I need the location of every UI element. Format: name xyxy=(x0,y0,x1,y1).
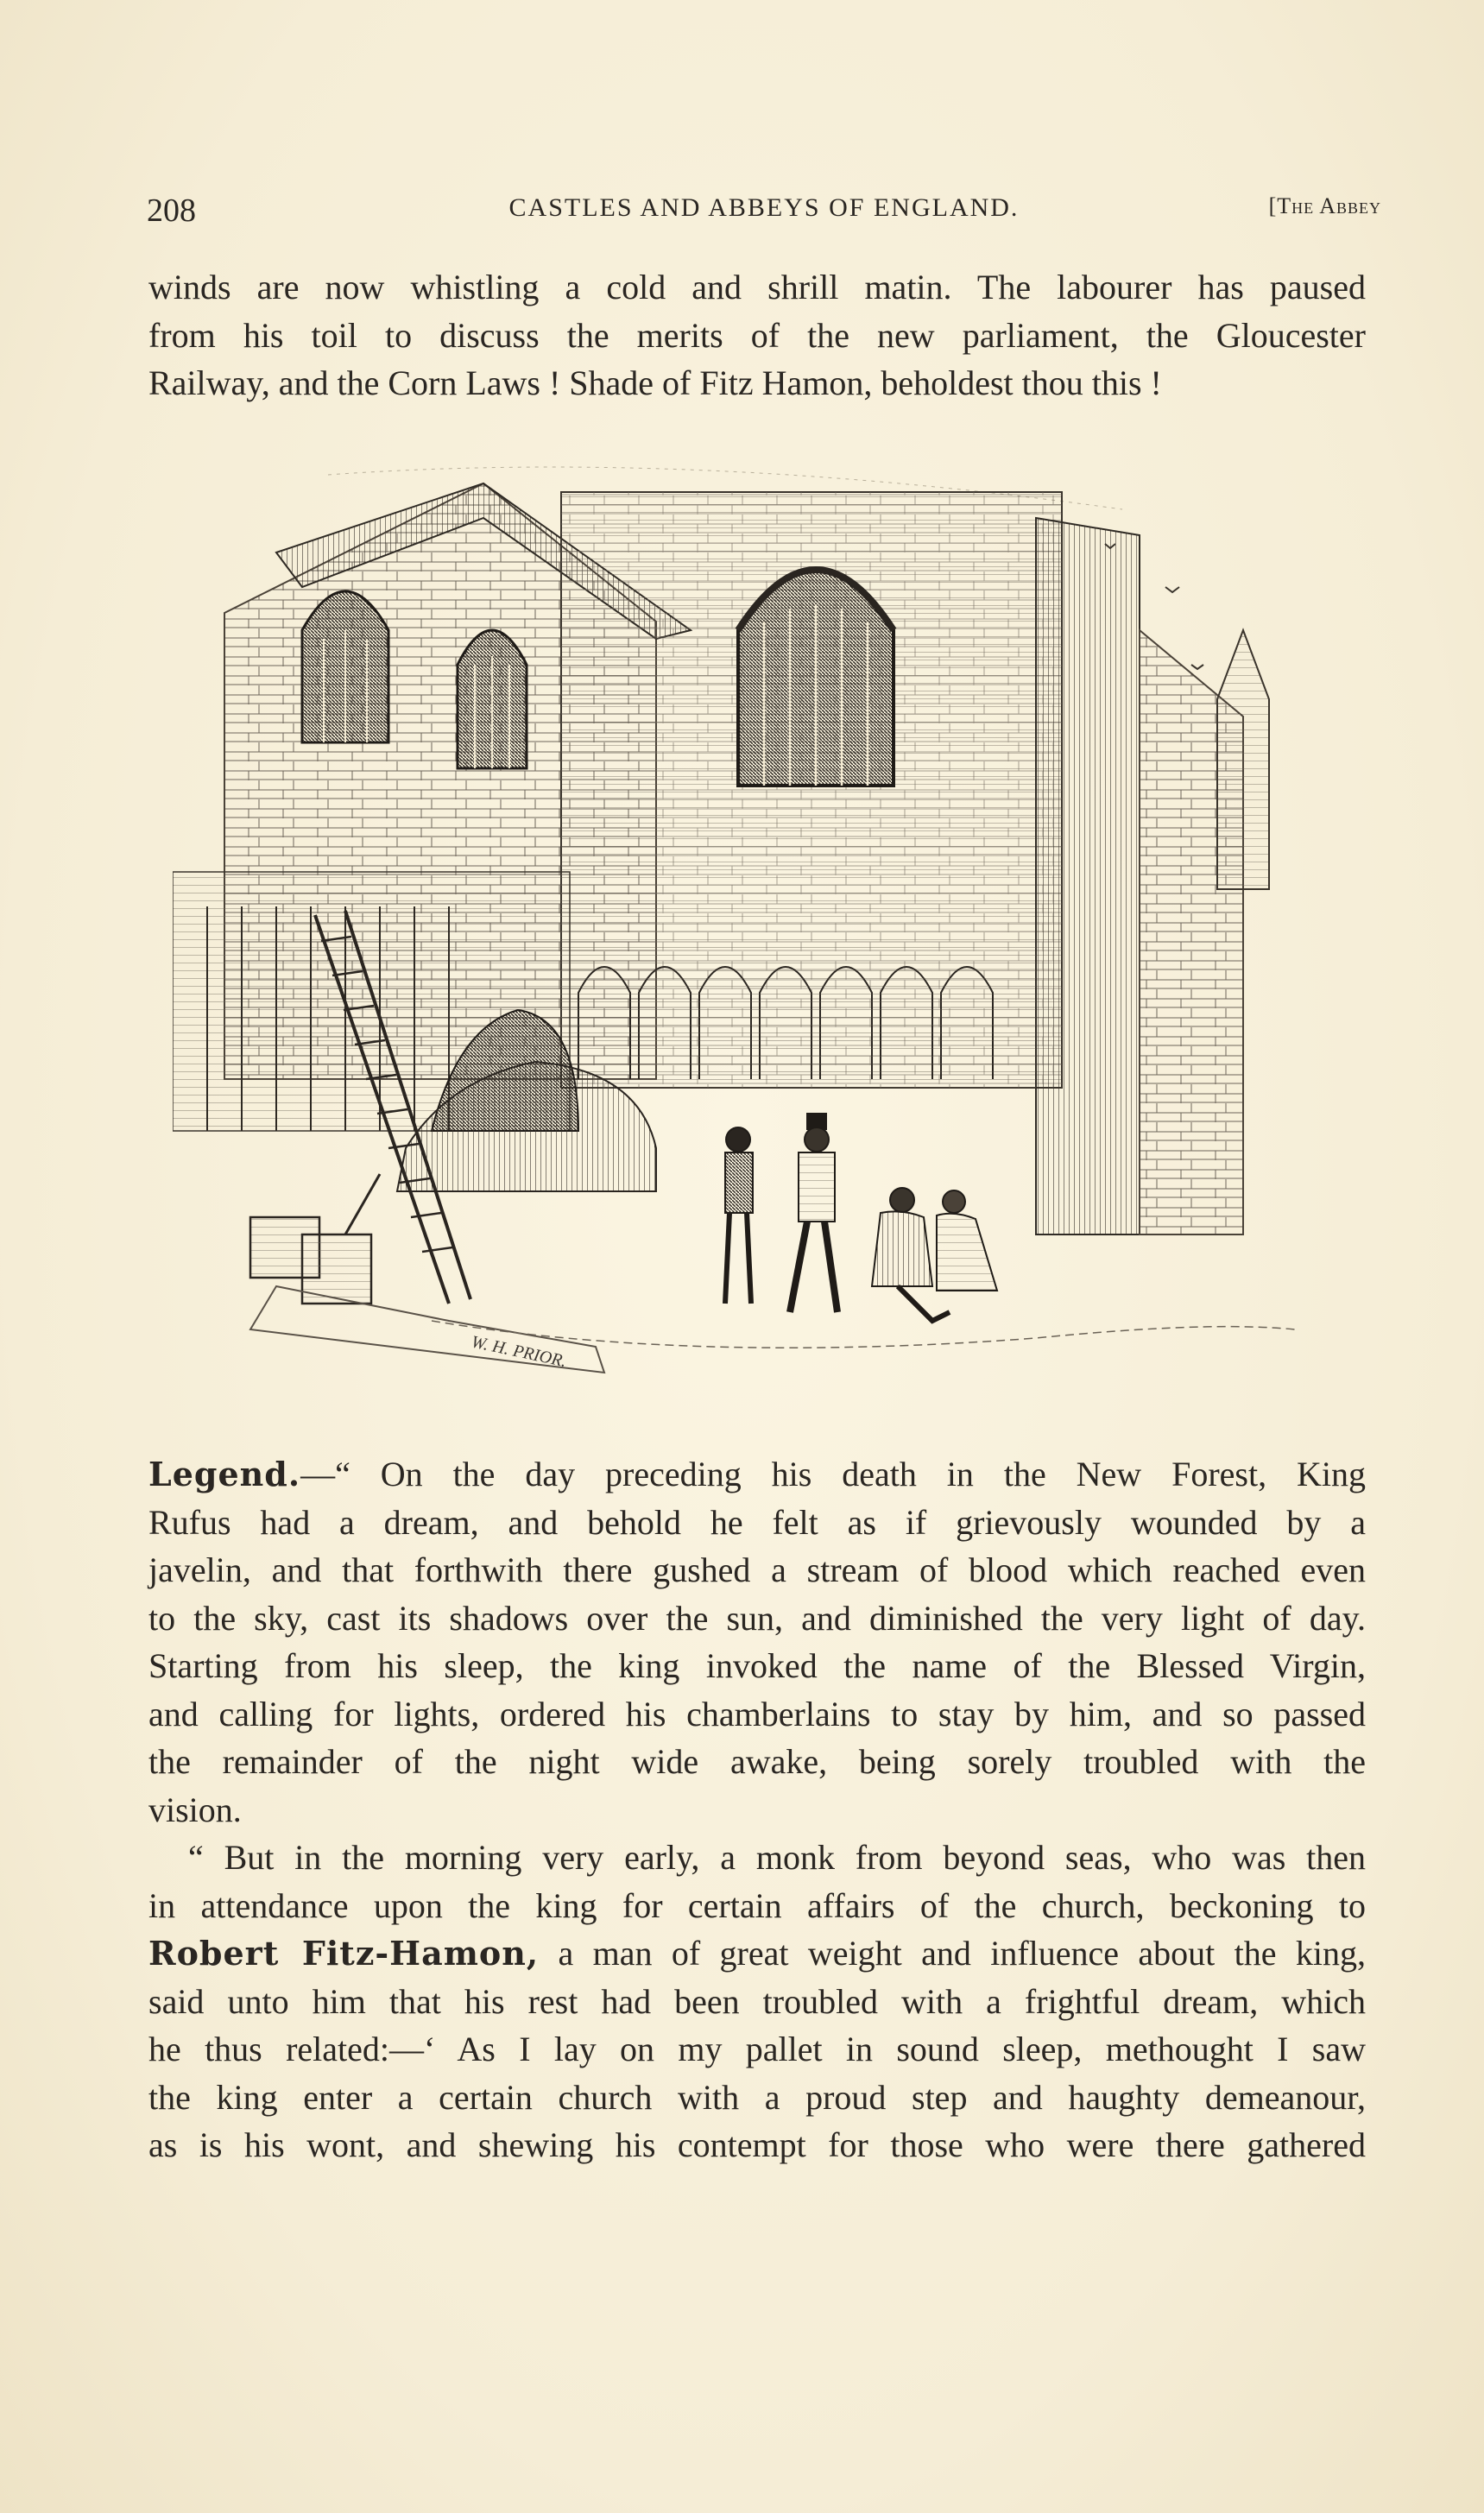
text-line: he thus related:—‘ As I lay on my pallet in sound sleep, methought I saw xyxy=(148,2030,1366,2068)
abbey-ruins-engraving xyxy=(173,458,1355,1416)
text-line: vision. xyxy=(148,1790,242,1829)
text-line: said unto him that his rest had been troubled with a frightful dream, which xyxy=(148,1981,1366,2021)
legend-paragraph xyxy=(148,1450,1366,1834)
text-line: Starting from his sleep, the king invoked the name of the Blessed Virgin, xyxy=(148,1646,1366,1685)
running-head xyxy=(147,181,1381,233)
text-line: the remainder of the night wide awake, being sorely troubled with the xyxy=(148,1742,1366,1781)
text-line: as is his wont, and shewing his contempt for those who were there gathered xyxy=(148,2125,1366,2164)
figure-man-left xyxy=(725,1127,753,1304)
text-line: and calling for lights, ordered his chamberlains to stay by him, and so passed xyxy=(148,1694,1366,1733)
text-line: javelin, and that forthwith there gushed a stream of blood which reached even xyxy=(148,1550,1366,1589)
text-line: to the sky, cast its shadows over the sun, and diminished the very light of day. xyxy=(148,1598,1366,1638)
running-title: CASTLES AND ABBEYS OF ENGLAND. xyxy=(508,193,1020,222)
text-line: —“ On the day preceding his death in the New Forest, King xyxy=(300,1455,1366,1493)
text-line: Rufus had a dream, and behold he felt as if grievously wounded by a xyxy=(148,1502,1366,1542)
text-line: Railway, and the Corn Laws ! Shade of Fitz Hamon, beholdest thou this ! xyxy=(148,363,1162,402)
intro-paragraph xyxy=(148,263,1366,407)
second-paragraph xyxy=(148,1834,1366,2169)
text-line: in attendance upon the king for certain affairs of the church, beckoning to xyxy=(148,1885,1366,1925)
engraving-illustration xyxy=(173,458,1355,1416)
text-line: a man of great weight and influence about the king, xyxy=(539,1934,1366,1973)
figure-man-hat xyxy=(790,1114,837,1312)
text-line: the king enter a certain church with a proud step and haughty demeanour, xyxy=(148,2077,1366,2117)
name-line xyxy=(148,1929,1366,1978)
text-line: from his toil to discuss the merits of the new parliament, the Gloucester xyxy=(148,315,1366,355)
legend-first-line xyxy=(148,1450,1366,1499)
text-line: winds are now whistling a cold and shrill matin. The labourer has paused xyxy=(148,268,1366,306)
text-line: “ But in the morning very early, a monk from beyond seas, who was then xyxy=(188,1838,1366,1877)
page-number: 208 xyxy=(147,193,196,229)
engraver-signature: W. H. PRIOR. xyxy=(469,1332,569,1372)
figure-seated-right xyxy=(937,1190,997,1291)
legend-heading: Legend. xyxy=(148,1455,301,1493)
robert-fitz-hamon-name: Robert Fitz-Hamon, xyxy=(148,1934,540,1973)
running-section: [The Abbey xyxy=(1268,193,1381,218)
